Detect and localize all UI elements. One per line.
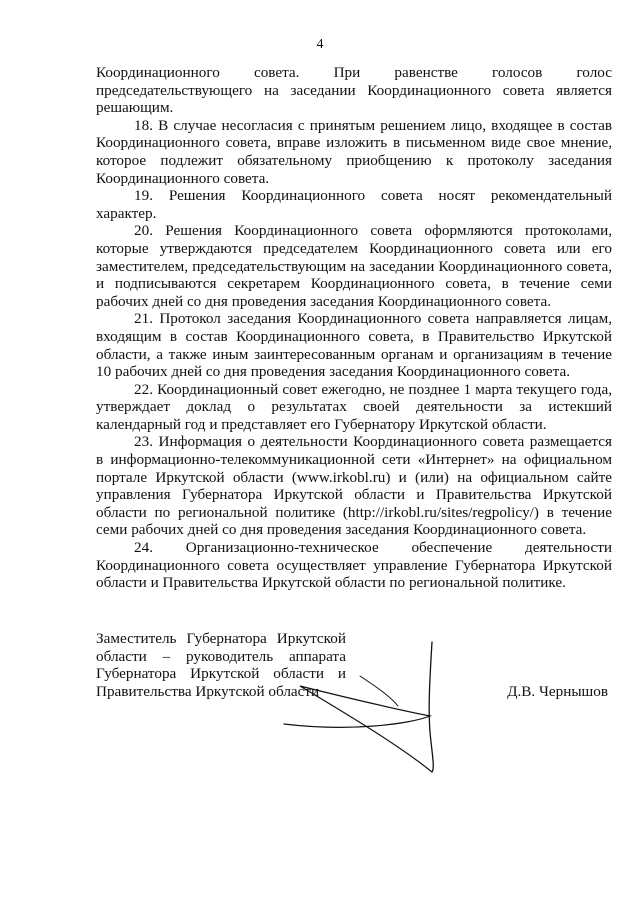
paragraph-22: 22. Координационный совет ежегодно, не позднее 1 марта текущего года, утверждает доклад о результатах своей деятельности за истекший календарный год и представляет его Губернатору Иркутской области. xyxy=(96,380,612,433)
page-number: 4 xyxy=(316,37,324,52)
document-body xyxy=(96,64,612,592)
signer-name: Д.В. Чернышов xyxy=(507,683,608,700)
handwritten-signature xyxy=(280,636,480,776)
paragraph-23: 23. Информация о деятельности Координационного совета размещается в информационно-телекоммуникационной сети «Интернет» на официальном портале Иркутской области (www.irkobl.ru) и (или) на официальном сайте управления Губернатора Иркутской области и Правительства Иркутской области по региональной политике (http://irkobl.ru/sites/regpolicy/) в течение семи рабочих дней со дня проведения заседания Координационного совета. xyxy=(96,433,612,539)
signer-title: Заместитель Губернатора Иркутской области – руководитель аппарата Губернатора Иркутской области и Правительства Иркутской области xyxy=(96,630,346,700)
paragraph-18: 18. В случае несогласия с принятым решением лицо, входящее в состав Координационного совета, вправе изложить в письменном виде свое мнение, которое подлежит обязательному приобщению к протоколу заседания Координационного совета. xyxy=(96,116,612,187)
paragraph-24: 24. Организационно-техническое обеспечение деятельности Координационного совета осуществляет управление Губернатора Иркутской области и Правительства Иркутской области по региональной политике. xyxy=(96,539,612,592)
paragraph-continuation: Координационного совета. При равенстве голосов голос председательствующего на заседании Координационного совета является решающим. xyxy=(96,64,612,117)
paragraph-20: 20. Решения Координационного совета оформляются протоколами, которые утверждаются председателем Координационного совета или его заместителем, председательствующим на заседании Координационного совета, и подписываются секретарем Координационного совета, в течение семи рабочих дней со дня проведения заседания Координационного совета. xyxy=(96,222,612,310)
paragraph-19: 19. Решения Координационного совета носят рекомендательный характер. xyxy=(96,187,612,222)
paragraph-21: 21. Протокол заседания Координационного совета направляется лицам, входящим в состав Координационного совета, в Правительство Иркутской области, а также иным заинтересованным органам и организациям в течение 10 рабочих дней со дня проведения заседания Координационного совета. xyxy=(96,310,612,381)
